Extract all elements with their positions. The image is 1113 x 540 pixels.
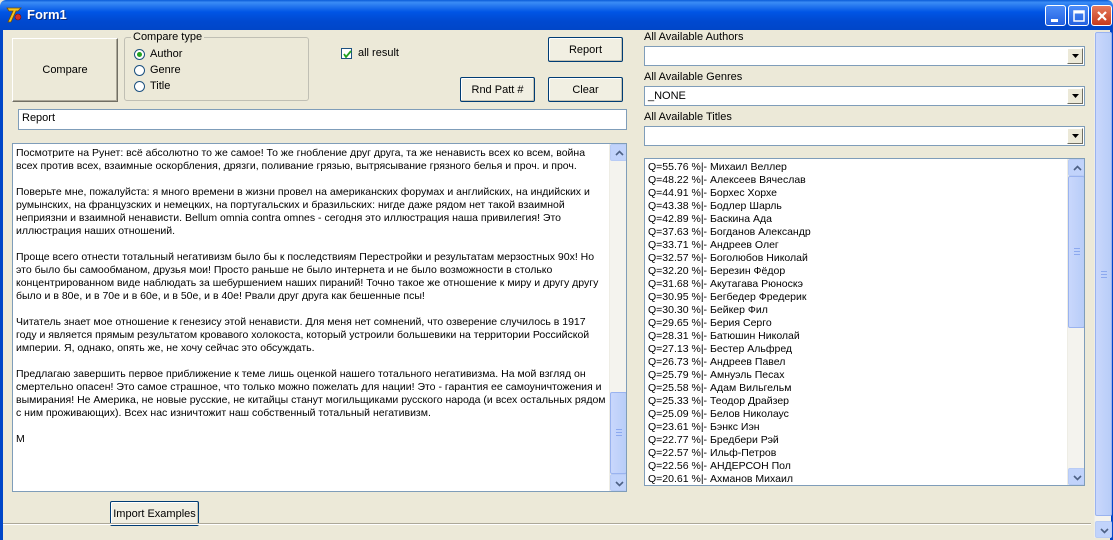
result-list-item[interactable]: Q=44.91 %|- Борхес Хорхе — [648, 187, 777, 199]
memo-scroll-down-button[interactable] — [610, 474, 627, 491]
form-scroll-down-button[interactable] — [1095, 521, 1112, 538]
result-list-item[interactable]: Q=22.56 %|- АНДЕРСОН Пол — [648, 460, 791, 472]
titles-combo[interactable] — [644, 126, 1085, 146]
radio-author[interactable] — [134, 47, 182, 61]
genres-combo-dropdown-button[interactable] — [1067, 88, 1083, 104]
compare-type-group — [124, 31, 309, 101]
memo-paragraph: Проще всего отнести тотальный негативизм было бы к последствиям Перестройки и результатам мерзостных 90х! Но это было бы самообманом, друзья мои! Просто раньше не было интернета и не было возможности в столько концентрированном виде наблюдать за шебуршением наших пираний! Точно такое же отношение к миру и другу другу было и в 80е, и в 70е и в 60е, и в 50е, и в 40е! Рвали друг друга как бешенные псы! — [16, 251, 599, 302]
report-button-label: Report — [568, 43, 603, 56]
genres-label: All Available Genres — [644, 71, 743, 83]
result-list-item[interactable]: Q=32.57 %|- Боголюбов Николай — [648, 252, 808, 264]
clear-button-label: Clear — [572, 83, 599, 96]
titles-label: All Available Titles — [644, 111, 732, 123]
text-memo[interactable] — [12, 143, 627, 492]
results-scroll-thumb[interactable] — [1068, 176, 1085, 328]
radio-title-label: Title — [150, 80, 171, 92]
checkmark-icon — [342, 49, 353, 60]
result-list-item[interactable]: Q=26.73 %|- Андреев Павел — [648, 356, 786, 368]
scroll-down-icon — [1096, 522, 1113, 539]
form-scroll-thumb[interactable] — [1095, 32, 1112, 516]
result-list-item[interactable]: Q=37.63 %|- Богданов Александр — [648, 226, 811, 238]
scroll-down-icon — [1069, 469, 1085, 486]
result-list-item[interactable]: Q=22.57 %|- Ильф-Петров — [648, 447, 777, 459]
scroll-down-icon — [611, 475, 627, 492]
result-list-item[interactable]: Q=33.71 %|- Андреев Олег — [648, 239, 779, 251]
genres-combo[interactable] — [644, 86, 1085, 106]
compare-button[interactable] — [12, 38, 118, 102]
memo-paragraph: Поверьте мне, пожалуйста: я много времени в жизни провел на американских форумах и английских, на индийских и румынских, на французских и немецких, на португальских и бразильских: нигде даже рядом нет такой взаимной неприязни и взаимной ненависти. Bellum omnia contra omnes - сегодня это иллюстрация наша привилегия! Это иллюстрация наших отношений. — [16, 186, 590, 237]
memo-paragraph: Посмотрите на Рунет: всё абсолютно то же самое! То же гноблениe друг друга, та же ненависть всех ко всем, война всех против всех, взаимные оскорбления, дрязги, поливание грязью, вытрясывание грязного белья и проч. и проч. — [16, 147, 586, 172]
result-list-item[interactable]: Q=22.77 %|- Бредбери Рэй — [648, 434, 779, 446]
minimize-icon — [1046, 6, 1067, 27]
genres-combo-value: _NONE — [648, 90, 686, 102]
radio-title-indicator[interactable] — [134, 81, 145, 92]
results-scroll-down-button[interactable] — [1068, 468, 1085, 485]
rnd-patt-button[interactable] — [460, 77, 535, 102]
compare-button-label: Compare — [42, 64, 88, 76]
title-bar[interactable] — [0, 0, 1113, 30]
report-field[interactable]: Report — [18, 109, 627, 130]
result-list-item[interactable]: Q=25.79 %|- Амнуэль Песах — [648, 369, 785, 381]
result-list-item[interactable]: Q=29.65 %|- Берия Серго — [648, 317, 772, 329]
memo-paragraph: Предлагаю завершить первое приближение к теме лишь оценкой нашего тотального негативизма. На мой взгляд он смертельно опасен! Это самое страшное, что только можно пожелать для нации! Это - гарантия ее самоуничтожения и вымирания! Не Америка, не новые русские, не китайцы станут могильщиками русского народа (и всех остальных рядом с ним проживающих). Всех нас изничтожит наш собственный тотальный негативизм. — [16, 368, 606, 419]
radio-genre[interactable] — [134, 63, 181, 77]
result-list-item[interactable]: Q=43.38 %|- Бодлер Шарль — [648, 200, 782, 212]
dropdown-arrow-icon — [1068, 49, 1082, 63]
close-icon — [1092, 6, 1113, 27]
scroll-up-icon — [1069, 160, 1085, 177]
form-client-area — [0, 30, 1113, 540]
radio-author-indicator[interactable] — [134, 49, 145, 60]
form-divider — [3, 523, 1091, 525]
result-list-item[interactable]: Q=28.31 %|- Батюшин Николай — [648, 330, 800, 342]
import-examples-label: Import Examples — [113, 507, 196, 520]
result-list-item[interactable]: Q=30.95 %|- Бегбедер Фредерик — [648, 291, 807, 303]
titles-combo-dropdown-button[interactable] — [1067, 128, 1083, 144]
authors-label: All Available Authors — [644, 31, 744, 43]
all-result-label: all result — [358, 47, 399, 59]
result-list-item[interactable]: Q=27.13 %|- Бестер Альфред — [648, 343, 793, 355]
result-list-item[interactable]: Q=55.76 %|- Михаил Веллер — [648, 161, 787, 173]
radio-title[interactable] — [134, 79, 170, 93]
memo-paragraph: М — [16, 433, 25, 445]
memo-scroll-up-button[interactable] — [610, 144, 627, 161]
result-list-item[interactable]: Q=32.20 %|- Березин Фёдор — [648, 265, 786, 277]
window-title: Form1 — [27, 7, 67, 22]
radio-author-label: Author — [150, 48, 183, 60]
result-list-item[interactable]: Q=30.30 %|- Бейкер Фил — [648, 304, 768, 316]
results-scrollbar[interactable] — [1067, 159, 1084, 485]
scroll-up-icon — [611, 145, 627, 162]
memo-scrollbar[interactable] — [609, 144, 626, 491]
authors-combo[interactable] — [644, 46, 1085, 66]
result-list-item[interactable]: Q=25.33 %|- Теодор Драйзер — [648, 395, 789, 407]
result-list-item[interactable]: Q=31.68 %|- Акутагава Рюноскэ — [648, 278, 803, 290]
radio-genre-indicator[interactable] — [134, 65, 145, 76]
memo-content — [16, 147, 607, 459]
all-result-check-indicator[interactable] — [341, 48, 352, 59]
maximize-icon — [1069, 6, 1090, 27]
result-list-item[interactable]: Q=25.09 %|- Белов Николаус — [648, 408, 789, 420]
clear-button[interactable] — [548, 77, 623, 102]
compare-type-legend: Compare type — [133, 31, 203, 43]
dropdown-arrow-icon — [1068, 129, 1082, 143]
memo-scroll-thumb[interactable] — [610, 392, 627, 474]
results-scroll-up-button[interactable] — [1068, 159, 1085, 176]
all-result-checkbox[interactable] — [341, 47, 399, 59]
radio-genre-label: Genre — [150, 64, 181, 76]
result-list-item[interactable]: Q=48.22 %|- Алексеев Вячеслав — [648, 174, 806, 186]
report-button[interactable] — [548, 37, 623, 62]
delphi-app-icon — [5, 6, 23, 24]
memo-paragraph: Читатель знает мое отношение к генезису этой ненависти. Для меня нет сомнений, что озверение случилось в 1917 году и является прямым результатом кровавого холокоста, который устроили большевики на территории Российской империи. Я, однако, опять же, не хочу сейчас это обсуждать. — [16, 316, 590, 354]
minimize-button[interactable] — [1045, 5, 1066, 26]
result-list-item[interactable]: Q=23.61 %|- Бэнкс Иэн — [648, 421, 760, 433]
result-list-item[interactable]: Q=25.58 %|- Адам Вильгельм — [648, 382, 792, 394]
dropdown-arrow-icon — [1068, 89, 1082, 103]
result-list-item[interactable]: Q=20.61 %|- Ахманов Михаил — [648, 473, 793, 485]
rnd-patt-button-label: Rnd Patt # — [471, 83, 524, 96]
result-list-item[interactable]: Q=42.89 %|- Баскина Ада — [648, 213, 772, 225]
maximize-button[interactable] — [1068, 5, 1089, 26]
results-listbox[interactable] — [644, 158, 1085, 486]
form-scrollbar[interactable] — [1094, 32, 1111, 538]
close-button[interactable] — [1091, 5, 1112, 26]
authors-combo-dropdown-button[interactable] — [1067, 48, 1083, 64]
